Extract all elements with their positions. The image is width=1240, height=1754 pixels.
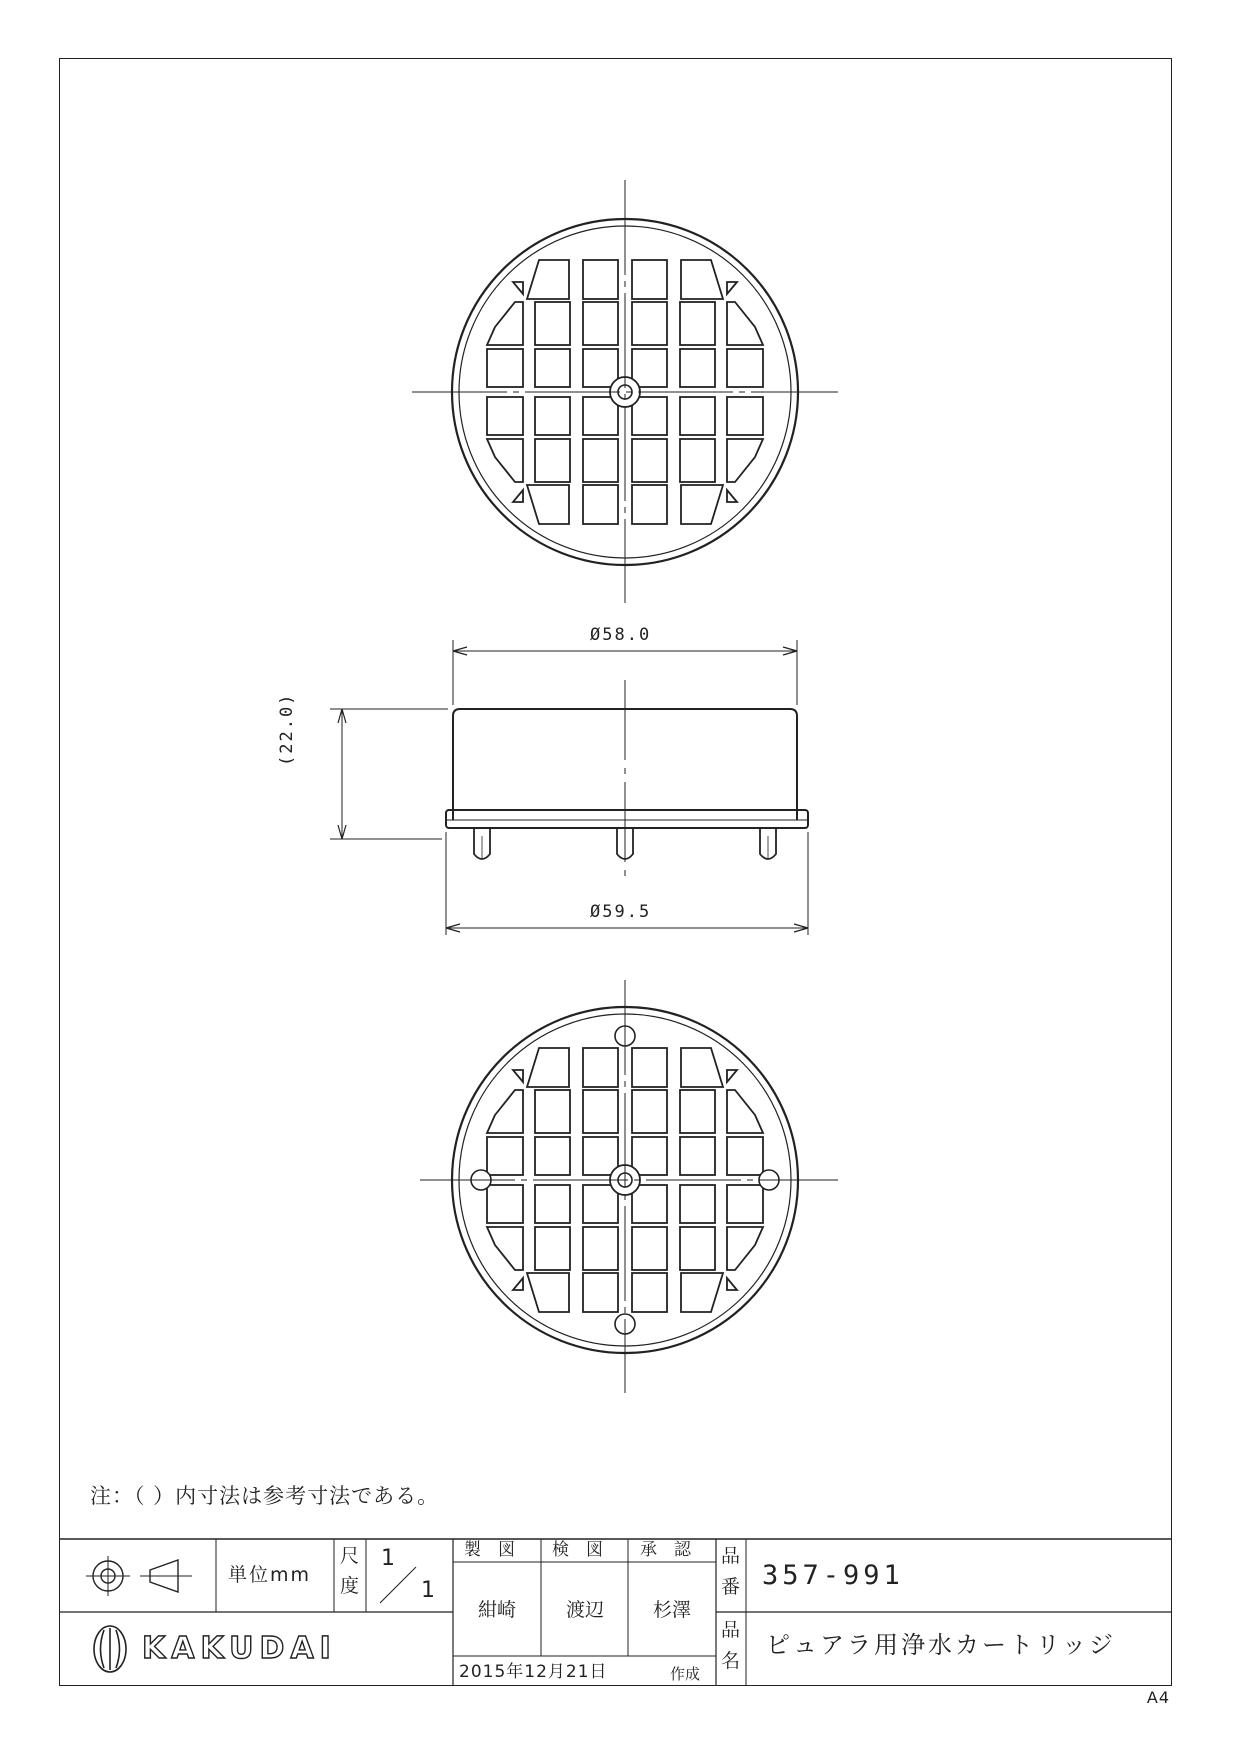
date-suffix: 作成 (670, 1665, 701, 1683)
dimension-height: (22.0) (277, 692, 297, 766)
projection-symbol-icon (86, 1556, 192, 1596)
bottom-view (420, 980, 838, 1393)
scale-label-top: 尺 (340, 1545, 360, 1567)
unit-label: 単位mm (228, 1564, 312, 1586)
drawn-label: 製 図 (464, 1540, 515, 1560)
reference-dimension-note: 注：（ ）内寸法は参考寸法である。 (90, 1484, 440, 1508)
sheet-size: A4 (1146, 1688, 1170, 1707)
kakudai-logo-icon (94, 1626, 126, 1672)
dimension-base-diameter: Ø59.5 (590, 902, 652, 922)
part-name-label-top: 品 (721, 1619, 741, 1641)
date: 2015年12月21日 (459, 1662, 608, 1682)
part-no-label-top: 品 (721, 1545, 741, 1567)
top-view (412, 180, 838, 603)
checked-by: 渡辺 (566, 1599, 605, 1621)
scale-numerator: 1 (381, 1546, 395, 1571)
approved-by: 杉澤 (653, 1599, 692, 1621)
approved-label: 承 認 (640, 1540, 691, 1560)
part-number: 357-991 (762, 1560, 904, 1591)
side-view (330, 640, 808, 935)
brand-name: KAKUDAI (142, 1631, 337, 1666)
drawn-by: 紺崎 (478, 1599, 517, 1621)
part-no-label-bottom: 番 (721, 1576, 741, 1598)
dimension-top-diameter: Ø58.0 (590, 625, 652, 645)
scale-denominator: 1 (421, 1578, 435, 1603)
part-name-label-bottom: 名 (721, 1650, 741, 1672)
part-name: ピュアラ用浄水カートリッジ (766, 1631, 1117, 1659)
checked-label: 検 図 (552, 1540, 603, 1560)
scale-label-bottom: 度 (340, 1575, 360, 1597)
